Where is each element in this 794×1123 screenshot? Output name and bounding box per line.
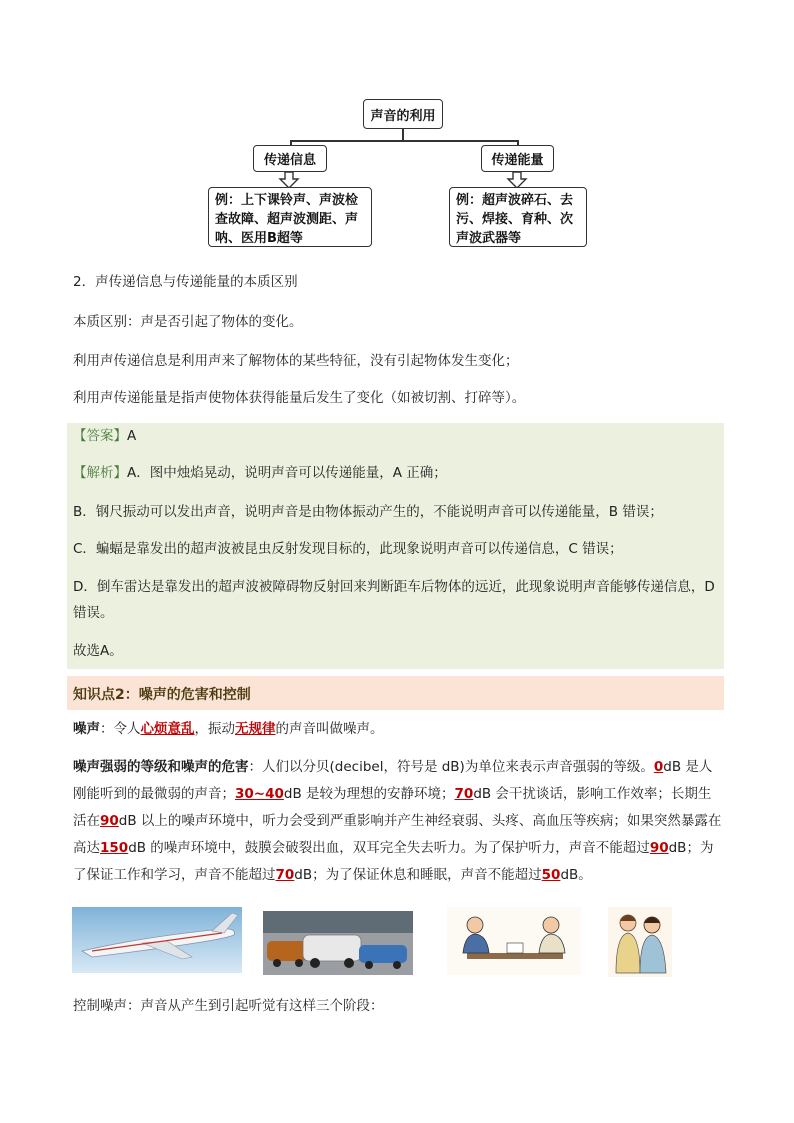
db-value: 30~40 bbox=[235, 786, 284, 802]
text-run: dB 以上的噪声环境中，听力会受到严重影响并产生神经衰弱、头疼、高血压等疾病；如果突然暴露在高达 bbox=[73, 813, 722, 856]
text-run: ：人们以分贝(decibel，符号是 dB)为单位来表示声音强弱的等级。 bbox=[248, 759, 654, 775]
text-run: dB 是人刚能听到的最微弱的声音； bbox=[73, 759, 713, 802]
diagram-example-line: 呐、医用B超等 bbox=[215, 231, 303, 246]
traffic-illustration bbox=[263, 911, 413, 975]
diagram-connector bbox=[290, 140, 518, 142]
db-value: 70 bbox=[275, 867, 295, 883]
db-value: 0 bbox=[653, 759, 664, 775]
diagram-right-branch-box bbox=[481, 145, 554, 172]
conclusion: 故选A。 bbox=[73, 643, 123, 659]
text-run: dB 的噪声环境中，鼓膜会破裂出血，双耳完全失去听力。为了保护听力，声音不能超过 bbox=[128, 840, 650, 856]
answer-line bbox=[73, 426, 136, 446]
diagram-root-label: 声音的利用 bbox=[370, 108, 436, 124]
text-run: ，振动 bbox=[194, 721, 235, 737]
chatting-women-illustration bbox=[608, 907, 672, 977]
analysis-option-b: B．钢尺振动可以发出声音，说明声音是由物体振动产生的，不能说明声音可以传递能量，B 错误； bbox=[73, 504, 663, 520]
analysis-line bbox=[73, 463, 447, 483]
analysis-option-c: C．蝙蝠是靠发出的超声波被昆虫反射发现目标的，此现象说明声音可以传递信息，C 错误； bbox=[73, 541, 623, 557]
text-run: dB；为了保证工作和学习，声音不能超过 bbox=[73, 840, 714, 883]
text-run: dB 是较为理想的安静环境； bbox=[283, 786, 455, 802]
db-value: 150 bbox=[100, 840, 129, 856]
text-run: dB；为了保证休息和睡眠，声音不能超过 bbox=[294, 867, 542, 883]
noise-label: 噪声 bbox=[73, 721, 100, 737]
knowledge-point-title: 知识点2：噪声的危害和控制 bbox=[73, 687, 251, 703]
diagram-left-branch-label: 传递信息 bbox=[263, 153, 316, 168]
noise-levels-paragraph bbox=[73, 754, 723, 889]
db-value: 90 bbox=[100, 813, 119, 829]
diagram-right-branch-label: 传递能量 bbox=[491, 153, 544, 168]
office-conversation-illustration bbox=[447, 907, 581, 975]
text-run: dB。 bbox=[560, 867, 592, 883]
db-value: 50 bbox=[541, 867, 561, 883]
paragraph: 本质区别：声是否引起了物体的变化。 bbox=[73, 314, 303, 330]
noise-levels-label: 噪声强弱的等级和噪声的危害 bbox=[73, 759, 249, 775]
diagram-root-box bbox=[363, 99, 443, 129]
text-run: 的声音叫做噪声。 bbox=[275, 721, 384, 737]
keyword: 无规律 bbox=[235, 721, 276, 737]
db-value: 90 bbox=[649, 840, 669, 856]
diagram-left-branch-box bbox=[253, 145, 327, 172]
diagram-left-example-box bbox=[208, 187, 372, 247]
diagram-example-line: 例：超声波碎石、去 bbox=[456, 193, 574, 208]
answer-tag: 【答案】 bbox=[73, 428, 127, 444]
diagram-right-example-box bbox=[449, 187, 587, 247]
text-run: dB 会干扰谈话，影响工作效率；长期生活在 bbox=[73, 786, 712, 829]
noise-definition bbox=[73, 719, 384, 739]
airplane-illustration bbox=[72, 907, 242, 973]
analysis-option-d: D．倒车雷达是靠发出的超声波被障碍物反射回来判断距车后物体的远近，此现象说明声音能够传递信息，D bbox=[73, 579, 715, 595]
control-noise-paragraph: 控制噪声：声音从产生到引起听觉有这样三个阶段： bbox=[73, 998, 384, 1014]
paragraph: 利用声传递信息是利用声来了解物体的某些特征，没有引起物体发生变化； bbox=[73, 353, 519, 369]
keyword: 心烦意乱 bbox=[140, 721, 195, 737]
diagram-example-line: 污、焊接、育种、次 bbox=[456, 212, 574, 227]
paragraph: 利用声传递能量是指声使物体获得能量后发生了变化（如被切割、打碎等）。 bbox=[73, 390, 526, 406]
section-heading: 2．声传递信息与传递能量的本质区别 bbox=[73, 274, 298, 290]
analysis-option-a: A．图中烛焰晃动，说明声音可以传递能量，A 正确； bbox=[127, 465, 447, 481]
diagram-example-line: 声波武器等 bbox=[456, 231, 522, 246]
text-run: ：令人 bbox=[100, 721, 141, 737]
analysis-tag: 【解析】 bbox=[73, 465, 127, 481]
diagram-example-line: 例：上下课铃声、声波检 bbox=[215, 193, 359, 208]
answer-value: A bbox=[127, 428, 137, 444]
analysis-option-d-cont: 错误。 bbox=[73, 605, 114, 621]
db-value: 70 bbox=[454, 786, 474, 802]
diagram-example-line: 查故障、超声波测距、声 bbox=[215, 212, 359, 227]
